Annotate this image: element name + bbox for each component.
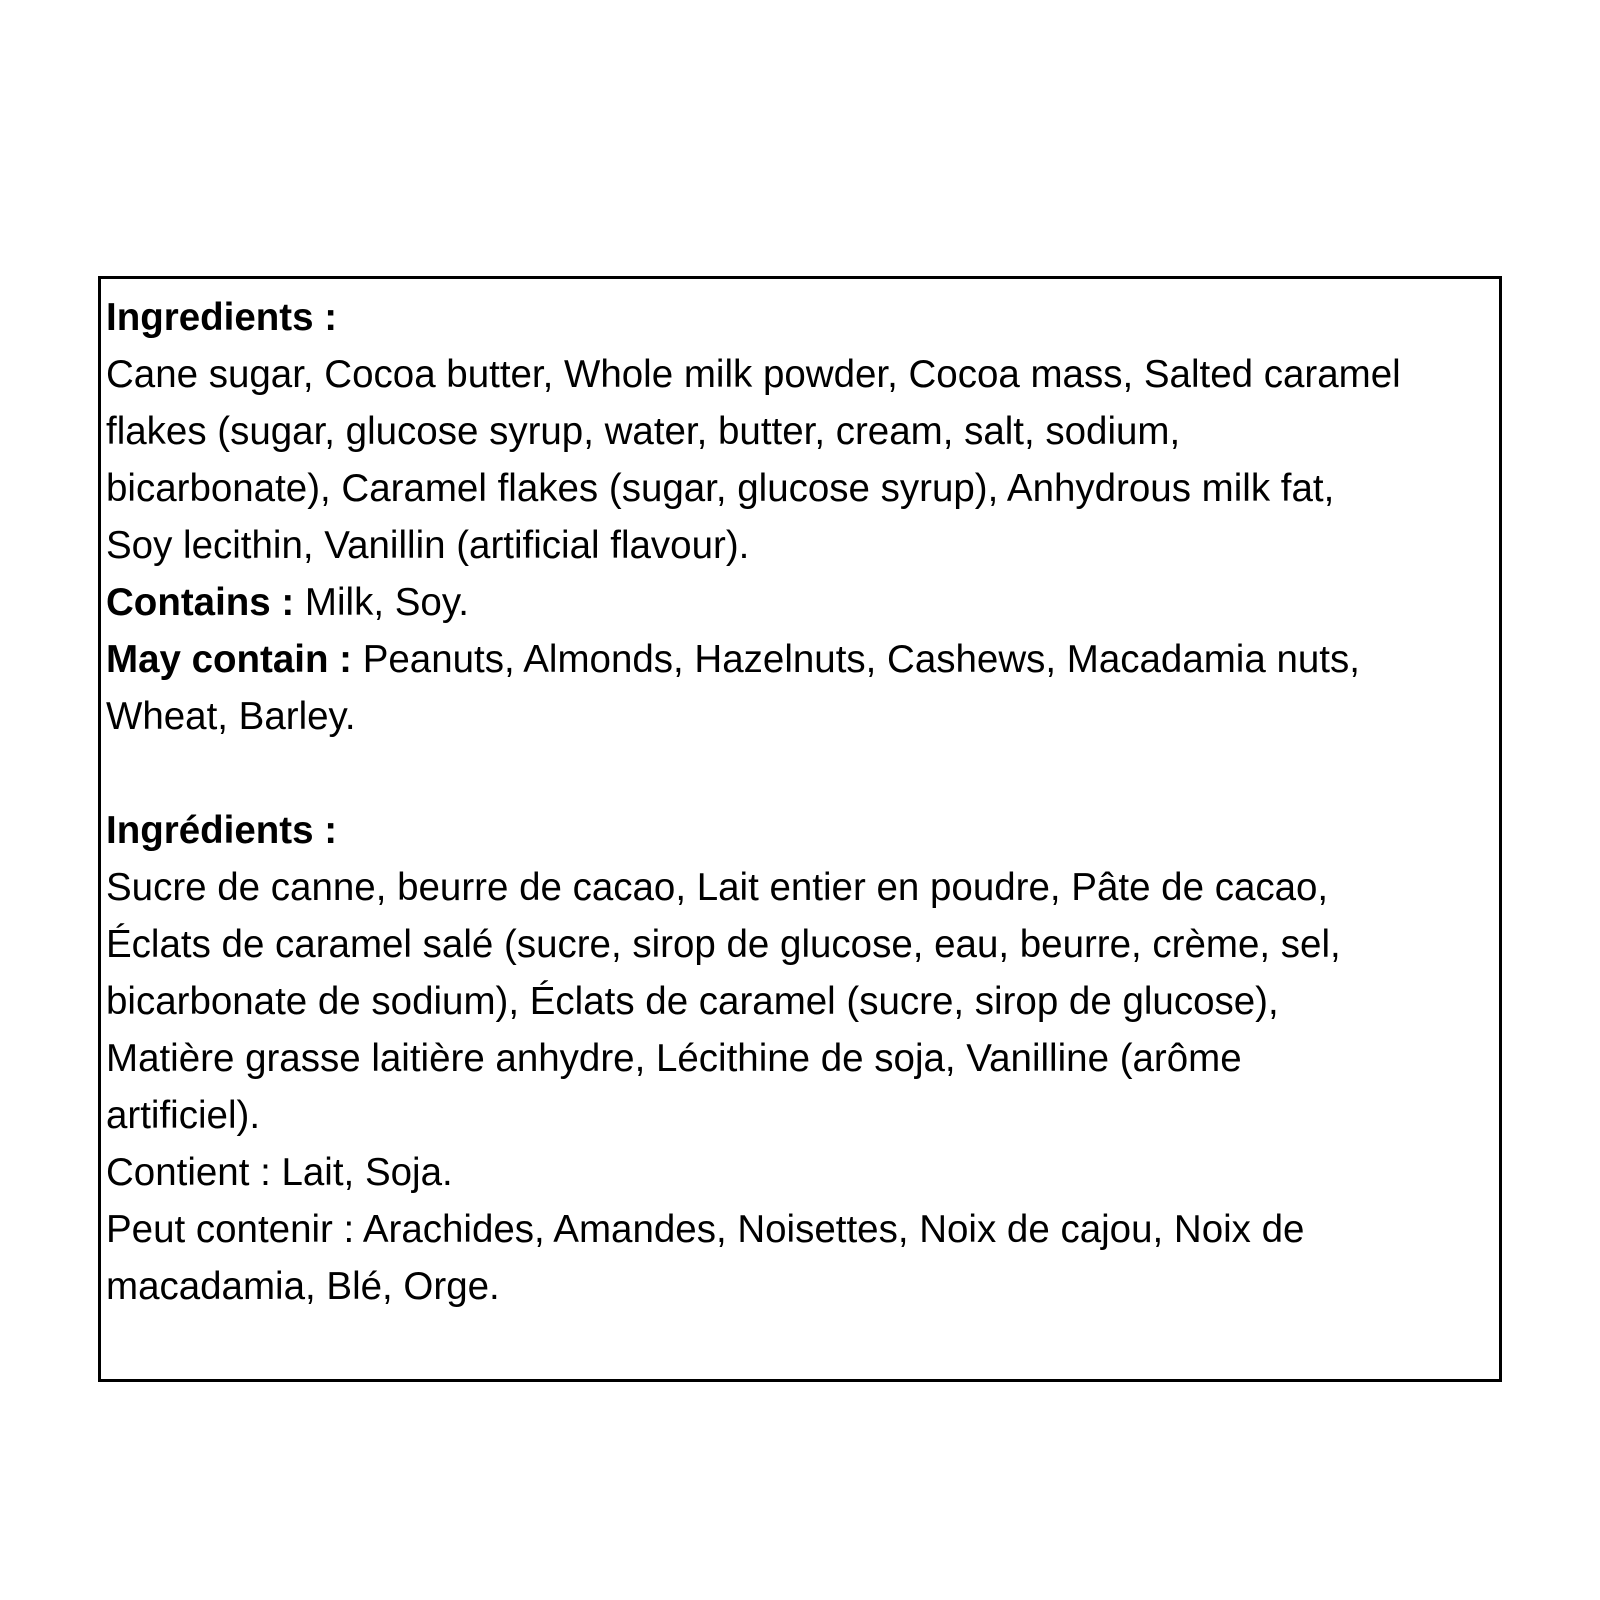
english-may-contain-line-1 [106, 631, 1499, 688]
french-section [106, 802, 1499, 1315]
english-ingredients-line-4: Soy lecithin, Vanillin (artificial flavour). [106, 524, 750, 567]
french-may-contain-line-2: macadamia, Blé, Orge. [106, 1265, 500, 1308]
english-heading: Ingredients : [106, 296, 338, 339]
french-ingredients-line-3: bicarbonate de sodium), Éclats de caramel (sucre, sirop de glucose), [106, 980, 1279, 1023]
english-ingredients-line-2: flakes (sugar, glucose syrup, water, butter, cream, salt, sodium, [106, 410, 1181, 453]
english-may-contain-value: Peanuts, Almonds, Hazelnuts, Cashews, Macadamia nuts, [352, 638, 1360, 681]
french-ingredients-line-4: Matière grasse laitière anhydre, Lécithine de soja, Vanilline (arôme [106, 1037, 1242, 1080]
french-ingredients-line-1: Sucre de canne, beurre de cacao, Lait entier en poudre, Pâte de cacao, [106, 866, 1329, 909]
french-ingredients-line-2: Éclats de caramel salé (sucre, sirop de glucose, eau, beurre, crème, sel, [106, 923, 1341, 966]
english-ingredients-line-3: bicarbonate), Caramel flakes (sugar, glucose syrup), Anhydrous milk fat, [106, 467, 1335, 510]
french-contains-line: Contient : Lait, Soja. [106, 1151, 453, 1194]
french-ingredients-line-5: artificiel). [106, 1094, 261, 1137]
english-contains-value: Milk, Soy. [294, 581, 469, 624]
english-contains-label: Contains : [106, 581, 295, 624]
french-heading: Ingrédients : [106, 809, 338, 852]
ingredients-label-box [98, 276, 1502, 1382]
english-section [106, 289, 1499, 745]
section-spacer [106, 745, 1499, 802]
english-may-contain-line-2: Wheat, Barley. [106, 695, 356, 738]
english-ingredients-line-1: Cane sugar, Cocoa butter, Whole milk powder, Cocoa mass, Salted caramel [106, 353, 1401, 396]
french-may-contain-line-1: Peut contenir : Arachides, Amandes, Noisettes, Noix de cajou, Noix de [106, 1208, 1305, 1251]
english-contains-line [106, 574, 1499, 631]
english-may-contain-label: May contain : [106, 638, 353, 681]
